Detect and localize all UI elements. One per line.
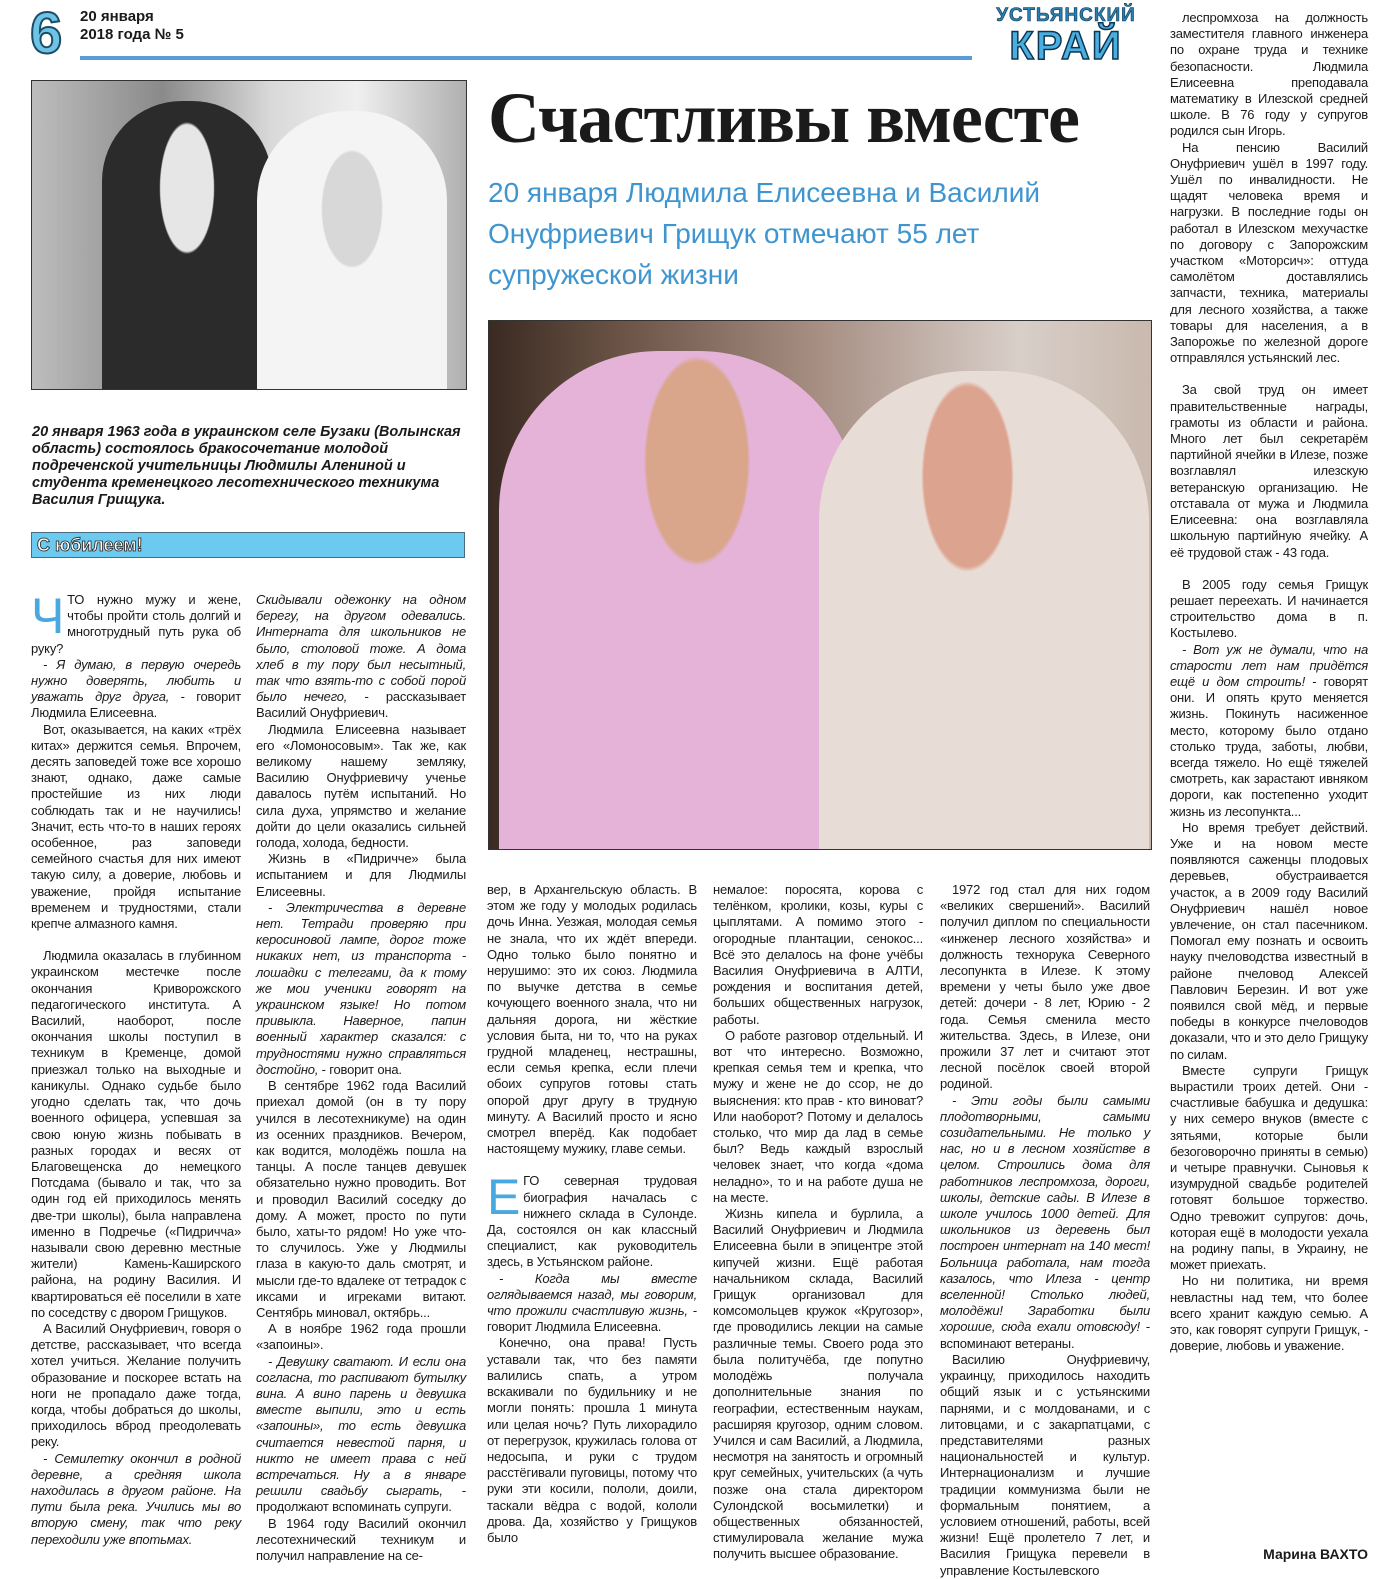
article-subtitle: 20 января Людмила Елисеевна и Василий Онуфриевич Грищук отмечают 55 лет супружеской жизни <box>488 177 1040 290</box>
body-text: А Василий Онуфриевич, говоря о детстве, рассказывает, что всегда хотел учиться. Желание получить образование и поскорее встать на ноги не пропадало даже тогда, когда, чтобы добраться до школы, приходилось вброд преодолевать реку. <box>31 1320 241 1450</box>
quote-text: - Я думаю, в первую очередь нужно доверять, любить и уважать друг друга, <box>31 656 241 705</box>
article-column-6 <box>1170 10 1368 1354</box>
paragraph <box>940 1093 1150 1352</box>
paragraph <box>487 1169 697 1270</box>
photo-groom <box>102 101 272 390</box>
body-text: Жизнь в «Пидричче» была испытанием и для Людмилы Елисеевны. <box>256 851 466 899</box>
body-text: леспромхоза на должность заместителя главного инженера по охране труда и технике безопасности. Людмила Елисеевна преподавала математику в Илезской средней школе. В 76 году у супругов родился сын Игорь. <box>1170 10 1368 139</box>
paragraph <box>487 882 697 1157</box>
paragraph <box>256 1516 466 1565</box>
body-text: А в ноябре 1962 года прошли «запоины». <box>256 1321 466 1353</box>
photo-bride <box>257 111 447 390</box>
photo-wife <box>819 371 1149 850</box>
issue-date-day: 20 января <box>80 8 154 25</box>
rubric-label: С юбилеем! <box>37 535 143 555</box>
body-text: В сентябре 1962 года Василий приехал домой (он в ту пору учился в лесотехникуме) на один из осенних праздников. Вечером, как водится, молодёжь пошла на танцы. А после танцев девушек обязательно нужно проводить. Вот и проводил Василий соседку до дому. А может, просто по пути было, хаты-то рядом! Но уже что-то случилось. Уже у Людмилы глаза в какую-то даль смотрят, и мысли где-то вдалеке от тетрадок с иксами и игреками витают. Сентябрь миновал, октябрь... <box>256 1078 466 1320</box>
issue-date <box>80 8 184 44</box>
paragraph <box>940 1352 1150 1579</box>
body-text: За свой труд он имеет правительственные награды, грамоты из области и района. Много лет был секретарём партийной ячейки в Илезе, позже возглавлял илезскую ветеранскую организацию. Не отставала от мужа и Людмила Елисеевна: она возглавляла школьную партийную ячейку. А её трудовой стаж - 43 года. <box>1170 382 1368 560</box>
paragraph <box>31 722 241 933</box>
paragraph <box>256 851 466 900</box>
newspaper-logo <box>980 5 1152 68</box>
paragraph <box>1170 10 1368 140</box>
article-column-4 <box>713 882 923 1563</box>
article-column-2 <box>256 592 466 1564</box>
paragraph <box>1170 382 1368 560</box>
wedding-photo-1963 <box>31 80 467 390</box>
paragraph <box>31 1321 241 1451</box>
paragraph <box>713 1206 923 1562</box>
paragraph <box>1170 642 1368 820</box>
paragraph <box>256 900 466 1078</box>
paragraph <box>1170 1273 1368 1354</box>
quote-text: - Семилетку окончил в родной деревне, а средняя школа находилась в другом районе. На пути была река. Учились мы во вторую смену, так что реку переходили уже впотьмах. <box>31 1450 241 1547</box>
body-text: Вместе супруги Грищук вырастили троих детей. Они - счастливые бабушка и дедушка: у них семеро внуков (вместе с зятьями, которые были безоговорочно приняты в семью) и четыре правнучки. Сыновья к изумрудной свадьбе родителей готовят большое торжество. Одно тревожит супругов: дочь, которая ещё в молодости уехала на родину папы, в Украину, не может приехать. <box>1170 1062 1368 1273</box>
body-text: - говорит она. <box>318 1061 402 1077</box>
paragraph <box>256 1354 466 1516</box>
drop-cap: Е <box>487 1169 521 1226</box>
paragraph <box>31 657 241 722</box>
body-text: - говорит Людмила Елисеевна. <box>487 1303 697 1335</box>
rubric-banner <box>31 532 465 558</box>
body-text: Жизнь кипела и бурлила, а Василий Онуфриевич и Людмила Елисеевна были в эпицентре этой кипучей жизни. Ещё работая начальником склада, Василий Грищук организовал для комсомольцев кружок «Кругозор», где проводились лекции на самые различные темы. Своего рода это была политучёба, где попутно молодёжь получала дополнительные знания по географии, естественным наукам, расширяя кругозор, одним словом. Учился и сам Василий, а Людмила, несмотря на занятость и огромный круг семейных, учительских (а чуть позже она стала директором Сулондской восьмилетки) и общественных обязанностей, стимулировала желание мужа получить высшее образование. <box>713 1206 923 1562</box>
body-text: Людмила оказалась в глубинном украинском местечке после окончания Криворожского педагогического института. А Василий, наоборот, после окончания школы поступил в техникум в Кременце, домой приезжал только на выходные и каникулы. Однако судьбе было угодно сделать так, что дочь военного офицера, успевшая за свою юную жизнь побывать в разных городах и весях от Благовещенска до немецкого Потсдама (бывало и так, что за один год ей приходилось менять две-три школы), была направлена именно в Подречье («Пидричча» называли свою деревню местные жители) Камень-Каширского района, на родину Василия. И квартироваться её поселили в хате по соседству с двором Грищуков. <box>31 948 241 1320</box>
paragraph <box>256 1078 466 1321</box>
body-text: В 2005 году семья Грищук решает переехать. И начинается строительство дома в п. Костылево. <box>1170 576 1368 641</box>
article-column-3 <box>487 882 697 1546</box>
article-author: Марина ВАХТО <box>1263 1546 1368 1562</box>
body-text: немалое: поросята, корова с телёнком, кролики, козы, куры с цыплятами. А помимо этого - огородные плантации, сенокос... Всё это делалось на фоне учёбы Василия Онуфриевича в АЛТИ, рождения и воспитания детей, больших общественных нагрузок, работы. <box>713 882 923 1027</box>
couple-photo <box>488 320 1152 850</box>
body-text: - продолжают вспоминать супруги. <box>256 1483 466 1515</box>
body-text: Но ни политика, ни время невластны над тем, что более всего хранит каждую семью. А это, как говорят супруги Грищук, - доверие, любовь и уважение. <box>1170 1273 1368 1354</box>
header-rule <box>80 56 972 60</box>
logo-line1: УСТЬЯНСКИЙ <box>996 5 1136 26</box>
body-text: 1972 год стал для них годом «великих свершений». Василий получил диплом по специальности «инженер лесного хозяйства» и должность технорука Северного лесопункта в Илезе. К этому времени у четы было уже двое детей: дочери - 8 лет, Юрию - 2 года. Семья сменила место жительства. Здесь, в Илезе, они прожили 37 лет и считают этот лесной посёлок своей второй родиной. <box>940 882 1150 1092</box>
paragraph <box>31 948 241 1321</box>
quote-text: - Эти годы были самыми плодотворными, самыми созидательными. Не только у нас, но и в лесном хозяйстве в целом. Строились дома для работников леспромхоза, дороги, школы, детские сады. В Илезе в школе училось 1000 детей. Для школьников из деревень был построен интернат на 140 мест! Больница работала, нам тогда казалось, что Илеза - центр вселенной! Столько людей, молодёжи! Заработки были хорошие, сюда ехали отовсюду! <box>940 1092 1150 1335</box>
paragraph <box>256 722 466 852</box>
body-text: - говорят они. И опять круто меняется жизнь. Покинуть насиженное место, которому было отдано столько труда, заботы, любви, всегда тяжело. Но ещё тяжелей смотреть, как зарастают ивняком дороги, как постепенно уходит жизнь из лесопункта... <box>1170 673 1368 819</box>
paragraph <box>940 882 1150 1093</box>
logo-line2: КРАЙ <box>1009 24 1123 68</box>
photo-caption: 20 января 1963 года в украинском селе Бузаки (Волынская область) состоялось бракосочетание молодой подреченской учительницы Людмилы Алениной и студента кременецкого лесотехнического техникума Василия Грищука. <box>32 424 461 508</box>
body-text: О работе разговор отдельный. И вот что интересно. Возможно, крепкая семья тем и крепка, что мужу и жене не до ссор, не до выяснения: кто прав - кто виноват? Или наоборот? Потому и делалось столько, что мир да лад в семье был? Ведь каждый взрослый человек знает, что когда «дома неладно», то и на работе душа не на месте. <box>713 1027 923 1205</box>
body-text: Конечно, она права! Пусть уставали так, что без памяти валились спать, а утром вскакивали по будильнику и не могли понять: прошла 1 минута или целая ночь? Путь лихорадило от перегрузок, кружилась голова от недосыпа, и руки с трудом расстёгивали пуговицы, потому что руки эти косили, пололи, доили, таскали вёдра с водой, кололи дрова. Да, хозяйство у Грищуков было <box>487 1335 697 1545</box>
body-text: - рассказывает Василий Онуфриевич. <box>256 689 467 721</box>
paragraph <box>1170 140 1368 367</box>
body-text: Людмила Елисеевна называет его «Ломоносовым». Так же, как великому нашему земляку, Василию Онуфриевичу ученье давалось путём испытаний. Но сила духа, упрямство и желание дойти до цели оказались сильней голода, холода, бедности. <box>256 721 466 851</box>
body-text: Но время требует действий. Уже и на новом месте появляются саженцы плодовых деревьев, обустраивается участок, а в 2009 году Василий Онуфриевич нашёл новое увлечение, он стал пасечником. Помогал ему познать и освоить науку пчеловодства известный в районе пчеловод Алексей Павлович Березин. И вот уже появился свой мёд, и первые победы в конкурсе пчеловодов доказали, что и это дело Грищуку по силам. <box>1170 819 1368 1062</box>
body-text: В 1964 году Василий окончил лесотехнический техникум и получил направление на се- <box>256 1515 466 1563</box>
body-text: вер, в Архангельскую область. В этом же году у молодых родилась дочь Инна. Уезжая, молодая семья не знала, что их ждёт впереди. Одно только было понятно и нерушимо: это их союз. Людмила по выучке детства в семье кочующего военного знала, что ни дальняя дорога, ни жёсткие условия быта, ни то, что на руках грудной младенец, нестрашны, если семья крепка, если плечи обоих супругов готовы стать опорой друг другу в трудную минуту. А Василий просто и ясно смотрел вперёд. Как подобает настоящему мужику, главе семьи. <box>487 882 697 1157</box>
quote-text: - Электричества в деревне нет. Тетради проверяю при керосиновой лампе, дорог тоже никаких нет, из транспорта - лошадки с телегами, да к тому же мои ученики говорят на украинском языке! Но потом привыкла. Наверное, папин военный характер сказался: с трудностями нужно справляться достойно, <box>256 899 466 1077</box>
body-text: - вспоминают ветераны. <box>940 1319 1150 1351</box>
body-text: ТО нужно мужу и жене, чтобы пройти столь долгий и многотрудный путь рука об руку? <box>31 592 241 656</box>
quote-text: - Девушку сватают. И если она согласна, то распивают бутылку вина. А вино парень и девушка вместе выпили, это и есть «запоины», то есть девушка считается невестой парня, и никто не имеет права с ней встречаться. Ну а в январе решили свадьбу сыграть, <box>256 1353 466 1499</box>
paragraph <box>31 1451 241 1548</box>
paragraph <box>31 588 241 657</box>
paragraph <box>487 1335 697 1546</box>
body-text: Василию Онуфриевичу, украинцу, приходилось находить общий язык и с устьянскими парнями, и с молдованами, и с литовцами, и с закарпатцами, с представителями разных национальностей и культур. Интернационализм и лучшие традиции коммунизма были не формальным понятием, а условием отношений, работы, всей жизни! Ещё пролетело 7 лет, и Василия Грищука перевели в управление Костылевского <box>940 1351 1150 1578</box>
issue-date-year-number: 2018 года № 5 <box>80 26 184 43</box>
paragraph <box>1170 1063 1368 1274</box>
quote-text: - Вот уж не думали, что на старости лет нам придётся ещё и дом строить! <box>1170 641 1368 689</box>
quote-text: Скидывали одежонку на одном берегу, на другом одевались. Интерната для школьников не было, столовой тоже. А дома хлеб в ту пору был несытный, так что взять-то с собой порой было нечего, <box>256 592 466 705</box>
article-title: Счастливы вместе <box>488 78 1079 158</box>
paragraph <box>487 1271 697 1336</box>
paragraph <box>713 1028 923 1206</box>
paragraph <box>713 882 923 1028</box>
page-number: 6 <box>30 1 63 66</box>
body-text: На пенсию Василий Онуфриевич ушёл в 1997 году. Ушёл по инвалидности. Не щадят человека время и нагрузки. В последние годы он работал в Илезском мехучастке по договору с Запорожским участком «Моторсич»: оттуда самолётом доставлялись запчасти, техника, материалы для лесного хозяйства, а также товары для населения, а в Запорожье по железной дороге отправлялся устьянский лес. <box>1170 139 1368 366</box>
body-text: - говорит Людмила Елисеевна. <box>31 689 241 721</box>
photo-husband <box>499 351 859 850</box>
paragraph <box>256 592 466 722</box>
body-text: Вот, оказывается, на каких «трёх китах» держится семья. Впрочем, десять заповедей тоже все хорошо знают, однако, даже самые простейшие из них люди соблюдать так и не научились! Значит, есть что-то в наших героях особенное, раз заповеди семейного счастья для них имеют такую силу, а доверие, любовь и уважение, пройдя испытание временем и трудностями, стали крепче алмазного камня. <box>31 721 241 932</box>
drop-cap: Ч <box>31 588 65 644</box>
paragraph <box>1170 577 1368 642</box>
article-column-5 <box>940 882 1150 1579</box>
body-text: ГО северная трудовая биография началась с нижнего склада в Сулонде. Да, состоялся он как классный специалист, как руководитель здесь, в Устьянском районе. <box>487 1173 697 1270</box>
quote-text: - Когда мы вместе оглядываемся назад, мы говорим, что прожили счастливую жизнь, <box>487 1270 697 1319</box>
article-column-1 <box>31 588 241 1548</box>
paragraph <box>1170 820 1368 1063</box>
paragraph <box>256 1321 466 1353</box>
